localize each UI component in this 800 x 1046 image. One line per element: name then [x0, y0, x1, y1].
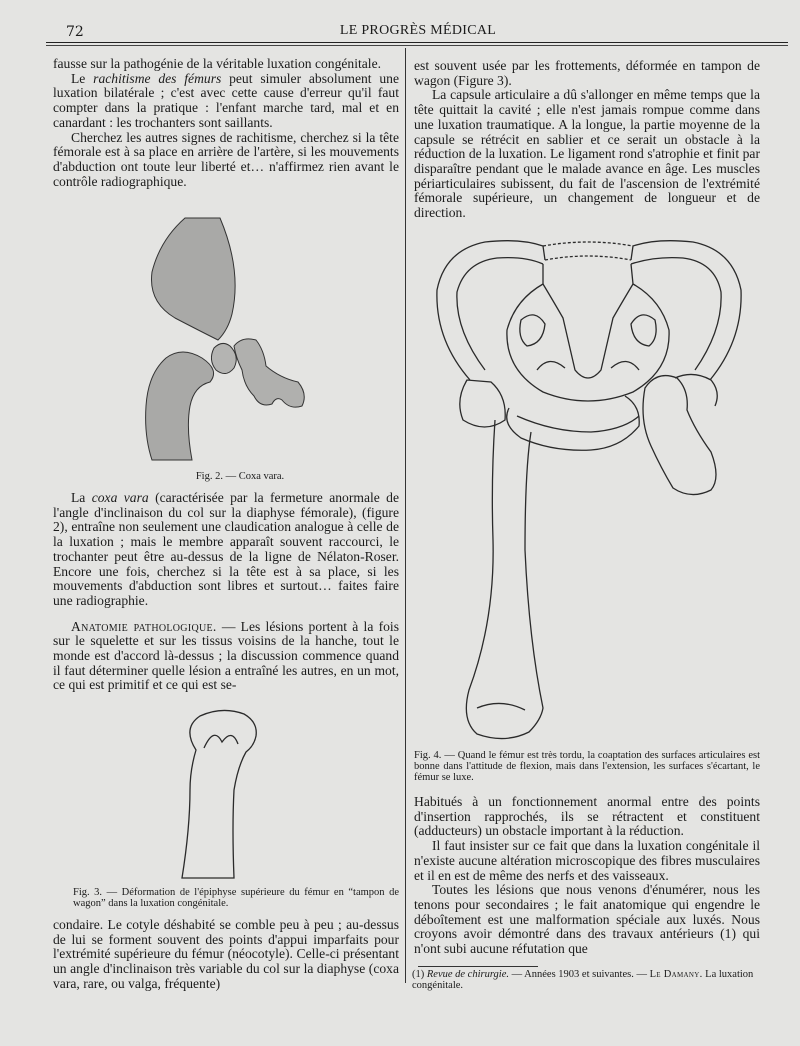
footnote-source: Revue de chirurgie. [426, 969, 509, 980]
text-run: La luxation congénitale. [412, 969, 754, 991]
footnote-rule [418, 966, 538, 967]
header-rule-secondary [46, 45, 788, 46]
paragraph [53, 620, 399, 694]
page-number: 72 [66, 24, 84, 40]
paragraph: fausse sur la pathogénie de la véritable luxation congénitale. [53, 56, 382, 71]
figure-2-coxa-vara [130, 210, 350, 460]
figure-3-femur-head [160, 708, 280, 883]
trochanter-shape [234, 339, 304, 407]
paragraph: Toutes les lésions que nous venons d'énumérer, nous les tenons pour secondaires ; le fait anatomique qui engendre le déboîtement est une malformation spéciale aux luxés. Nous croyons avoir démontré dans des travaux antérieurs (1) qui n'ont subi aucune réfutation que [414, 882, 760, 957]
section-heading: Anatomie pathologique. [71, 618, 217, 634]
femur-neck-shape [211, 343, 236, 373]
running-title: LE PROGRÈS MÉDICAL [339, 23, 497, 38]
right-column-top [414, 59, 760, 221]
femur-condyle-line [477, 703, 525, 710]
right-column-bottom [414, 795, 760, 957]
paragraph: La capsule articulaire a dû s'allonger en même temps que la tête quittait la cavité ; elle n'est jamais rompue comme dans une luxation traumatique. A la longue, la partie moyenne de la capsule se rétrécit en sablier et ce serait un obstacle à la réduction de la luxation. Le ligament rond s'atrophie et finit par disparaître pendant que le malade avance en âge. Les muscles périarticulaires subissent, du fait de l'ascension de l'extrémité fémorale supérieure, un changement de longueur et de direction. [414, 87, 760, 221]
left-column-top [53, 57, 399, 189]
paragraph: Cherchez les autres signes de rachitisme, cherchez si la tête fémorale est à sa place en arrière de l'artère, si les mouvements d'abduction ont toute leur liberté et… n'affirmez rien avant le contrôle radiographique. [53, 129, 399, 189]
text-run: — Années 1903 et suivantes. — [509, 969, 650, 980]
text-run: — Les lésions portent à la fois sur le squelette et sur les tissus voisins de la hanche, tout le monde est d'accord là-dessus ; la discussion commence quand il faut déterminer quelle lésion a entraîné les autres, en un mot, ce qui est primitif et ce qui est se- [53, 618, 399, 693]
paragraph: Habitués à un fonctionnement anormal entre des points d'insertion rapprochés, ils se rétractent et constituent (adducteurs) un obstacle important à la réduction. [414, 794, 760, 839]
paragraph: Il faut insister sur ce fait que dans la luxation congénitale il n'existe aucune altération microscopique des fibres musculaires et il en est de même des nerfs et des vaisseaux. [414, 838, 760, 883]
paragraph [53, 72, 399, 131]
column-divider [405, 48, 406, 983]
figure-4-caption: Fig. 4. — Quand le fémur est très tordu, la coaptation des surfaces articulaires est bonne dans l'attitude de flexion, mais dans l'extension, les surfaces s'écartant, le fémur se luxe. [414, 750, 760, 783]
emphasis: rachitisme des fémurs [93, 70, 222, 86]
page-header [48, 22, 788, 42]
footnote-author: Le Damany. [649, 969, 703, 980]
paragraph: condaire. Le cotyle déshabité se comble peu à peu ; au-dessus de lui se forment souvent des points d'appui imparfaits pour l'extrémité supérieure du fémur (néocotyle). Celle-ci présentant un angle d'inclinaison très variable du col sur la diaphyse (coxa vara, rare, ou valga, fréquente) [53, 917, 399, 991]
femur-outline [182, 710, 256, 878]
femur-shaft-outline [466, 420, 543, 739]
text-run: peut simuler absolument une luxation bilatérale ; c'est avec cette cause d'erreur qu'il faut compter dans la pratique : l'enfant marche tard, mal et en canardant : les trochanters sont saillants. [53, 70, 400, 130]
header-rule [46, 42, 788, 43]
epiphysis-line [204, 735, 238, 748]
footnote [412, 969, 772, 991]
ilium-shape [151, 218, 235, 340]
left-column-middle [53, 491, 399, 693]
figure-2-caption: Fig. 2. — Coxa vara. [195, 471, 285, 482]
pelvis-outline [437, 241, 741, 495]
femur-head-shape [146, 352, 214, 460]
figure-3-caption: Fig. 3. — Déformation de l'épiphyse supérieure du fémur en “tampon de wagon” dans la luxation congénitale. [73, 887, 399, 909]
text-run: La [71, 490, 92, 505]
text-run: Le [71, 70, 94, 86]
left-column-bottom [53, 918, 399, 992]
figure-4-pelvis-femur [425, 220, 755, 745]
text-run: (caractérisée par la fermeture anormale de l'angle d'inclinaison du col sur la diaphyse fémorale), (figure 2), entraîne non seulement une claudication analogue à celle de la luxation ; mais le membre apparaît souvent raccourci, le trochanter peut être au-dessus de la ligne de Nélaton-Roser. Encore une fois, cherchez si la tête est à sa place, si les mouvements d'abduction sont libres et surtout… faites faire une radiographie. [53, 490, 399, 608]
emphasis: coxa vara [91, 490, 149, 505]
paragraph [53, 491, 399, 609]
paragraph: est souvent usée par les frottements, déformée en tampon de wagon (Figure 3). [414, 58, 760, 88]
footnote-marker: (1) [412, 969, 427, 980]
